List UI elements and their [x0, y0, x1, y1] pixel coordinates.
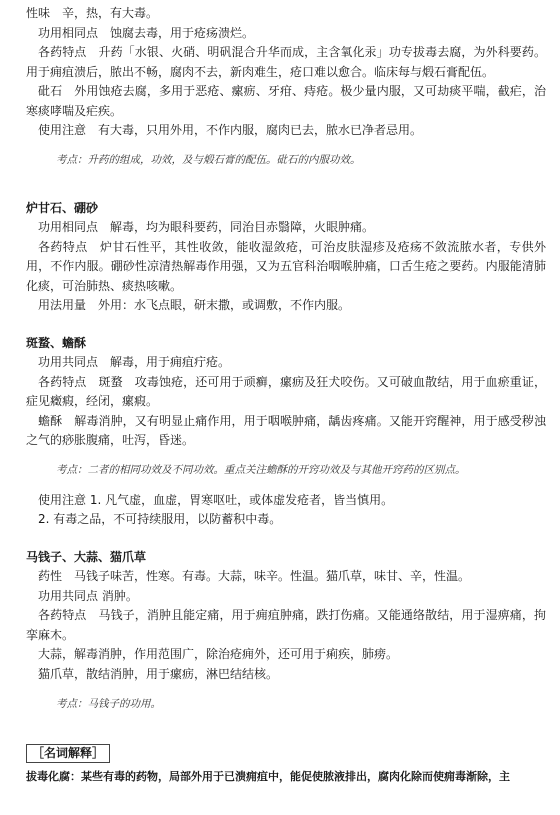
kaodian-note: 考点：升药的组成，功效，及与煅石膏的配伍。砒石的内服功效。 — [56, 154, 361, 166]
glossary-text: 拔毒化腐：某些有毒的药物，局部外用于已溃痈疽中，能促使脓液排出，腐肉化除而使痈毒渐除，主 — [26, 770, 510, 783]
tedian-paragraph: 各药特点 升药「水银、火硝、明矾混合升华而成，主含氧化汞」功专拔毒去腐，为外科要药。用于痈疽溃后，脓出不畅，腐肉不去，新肉难生，疮口难以愈合。临床每与煅石膏配伍。 — [26, 45, 546, 79]
gongyong-line: 功用相同点 蚀腐去毒，用于疮疡溃烂。 — [38, 25, 255, 40]
xingwei-line: 性味 辛，热，有大毒。 — [26, 6, 159, 20]
maqian-gongyong: 功用共同点 消肿。 — [38, 588, 138, 603]
pishi-paragraph: 砒石 外用蚀疮去腐，多用于恶疮、瘰疬、牙疳、痔疮。极少量内服，又可劫痰平喘，截疟，治寒痰哮喘及疟疾。 — [26, 84, 546, 118]
banmao-tedian: 各药特点 斑蝥 攻毒蚀疮，还可用于顽癣，瘰疬及狂犬咬伤。又可破血散结，用于血瘀重证，症见癥瘕，经闭，瘰瘕。 — [26, 374, 546, 408]
section-title-maqianzi: 马钱子、大蒜、猫爪草 — [26, 549, 147, 564]
glossary-label: ［名词解释］ — [26, 744, 110, 763]
banmao-zhuyi-1: 使用注意 1. 凡气虚，血虚，胃寒呕吐，或体虚发疮者，皆当慎用。 — [38, 492, 394, 507]
banmao-kaodian: 考点：二者的相同功效及不同功效。重点关注蟾酥的开窍功效及与其他开窍药的区别点。 — [56, 464, 466, 476]
shiyong-zhuyi: 使用注意 有大毒，只用外用，不作内服，腐肉已去，脓水已净者忌用。 — [38, 123, 423, 137]
lugan-tedian: 各药特点 炉甘石性平，其性收敛，能收湿敛疮，可治皮肤湿疹及疮疡不敛流脓水者，专供外用，不作内服。硼砂性凉清热解毒作用强，又为五官科治咽喉肿痛，口舌生疮之要药。内服能清肺化痰，可治肺热、痰热咳嗽。 — [26, 239, 546, 293]
maqian-kaodian: 考点：马钱子的功用。 — [56, 697, 161, 710]
lugan-gongyong: 功用相同点 解毒，均为眼科要药，同治目赤翳障，火眼肿痛。 — [38, 220, 375, 234]
banmao-zhuyi-2: 2. 有毒之品，不可持续服用，以防蓄积中毒。 — [38, 512, 282, 526]
dasuan-tedian: 大蒜，解毒消肿，作用范围广，除治疮痈外，还可用于痢疾，肺痨。 — [38, 647, 399, 661]
maqian-tedian: 各药特点 马钱子，消肿且能定痛，用于痈疽肿痛，跌打伤痛。又能通络散结，用于湿痹痛，拘挛麻木。 — [26, 608, 546, 642]
maozhuacao-tedian: 猫爪草，散结消肿，用于瘰疬，淋巴结结核。 — [38, 666, 279, 681]
maqian-yaoxing: 药性 马钱子味苦，性寒。有毒。大蒜，味辛。性温。猫爪草，味甘、辛，性温。 — [38, 569, 471, 583]
lugan-yongfa: 用法用量 外用：水飞点眼，研末撒，或调敷，不作内服。 — [38, 298, 351, 312]
banmao-gongyong: 功用共同点 解毒，用于痈疽疔疮。 — [38, 355, 231, 369]
section-title-luganshi: 炉甘石、硼砂 — [26, 200, 99, 215]
chansu-tedian: 蟾酥 解毒消肿，又有明显止痛作用，用于咽喉肿痛，龋齿疼痛。又能开窍醒神，用于感受秽浊之气的痧胀腹痛，吐泻，昏迷。 — [26, 413, 546, 447]
section-title-banmao: 斑蝥、蟾酥 — [26, 335, 87, 350]
